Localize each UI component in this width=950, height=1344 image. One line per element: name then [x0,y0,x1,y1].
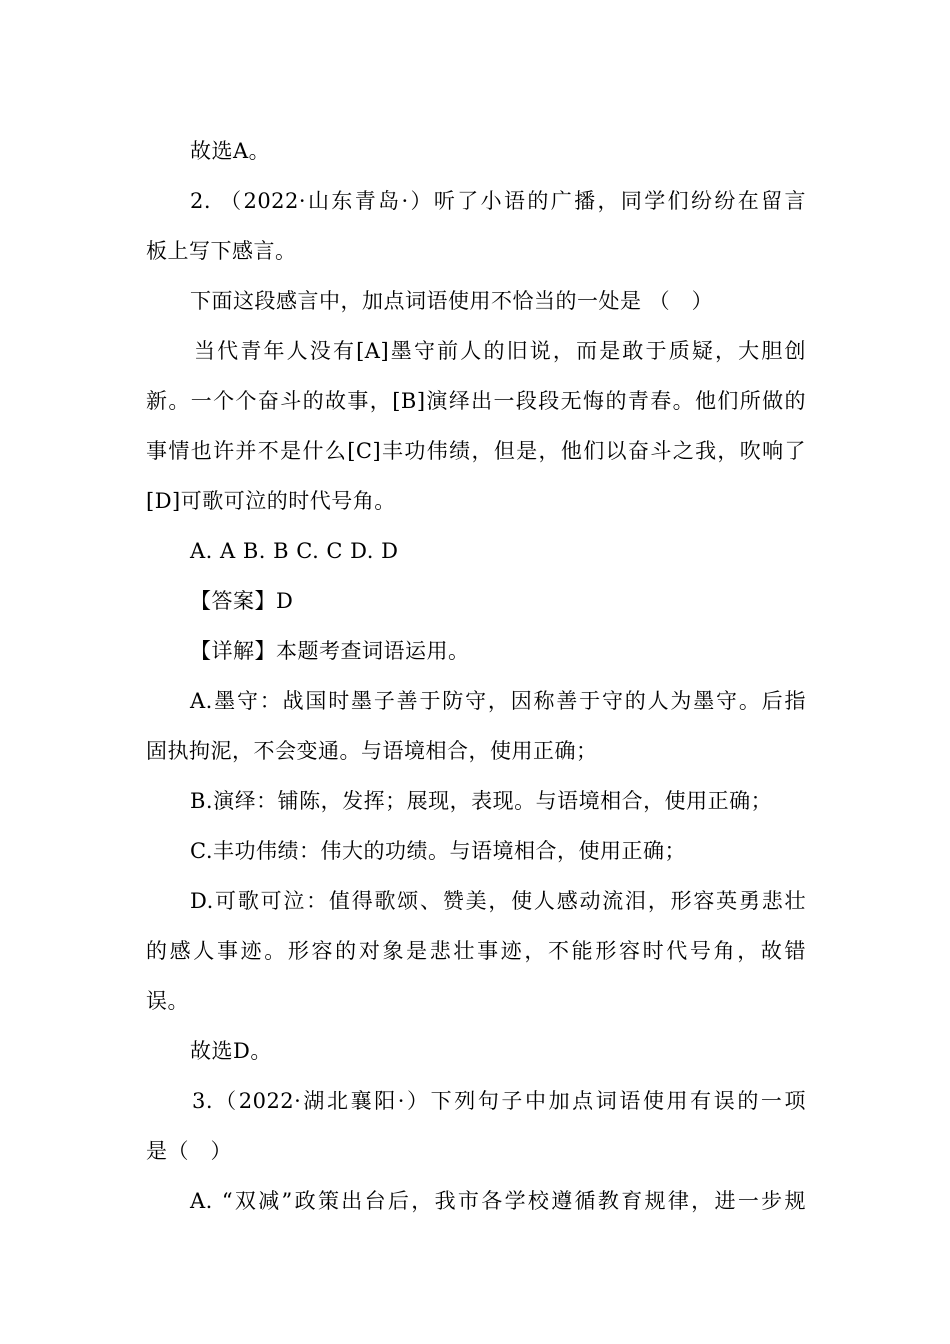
passage-line-4: [D]可歌可泣的时代号角。 [146,489,396,513]
explanation-c: C.丰功伟绩：伟大的功绩。与语境相合，使用正确； [190,839,686,863]
answer-conclusion-q2: 故选D。 [190,1039,272,1063]
question-2-options: A. A B. B C. C D. D [190,539,399,563]
question-3-stem-line-2: 是（ ） [146,1139,232,1163]
answer-conclusion-q1: 故选A。 [190,139,271,163]
answer-label: 【答案】D [190,589,294,613]
explanation-a-line-2: 固执拘泥，不会变通。与语境相合，使用正确； [146,739,598,763]
question-2-stem-line-1: 2. （2022·山东青岛·）听了小语的广播，同学们纷纷在留言 [190,189,806,213]
passage-line-3: 事情也许并不是什么[C]丰功伟绩，但是，他们以奋斗之我，吹响了 [146,439,806,463]
explanation-d-line-1: D.可歌可泣：值得歌颂、赞美，使人感动流泪，形容英勇悲壮 [190,889,806,913]
passage-line-2: 新。一个个奋斗的故事，[B]演绎出一段段无悔的青春。他们所做的 [146,389,806,413]
explanation-d-line-2: 的感人事迹。形容的对象是悲壮事迹，不能形容时代号角，故错 [146,939,806,963]
question-2-prompt: 下面这段感言中，加点词语使用不恰当的一处是 （ ） [190,289,714,313]
explanation-b: B.演绎：铺陈，发挥；展现，表现。与语境相合，使用正确； [190,789,773,813]
question-2-stem-line-2: 板上写下感言。 [146,239,297,263]
explanation-a-line-1: A.墨守：战国时墨子善于防守，因称善于守的人为墨守。后指 [190,689,806,713]
question-3-option-a: A. “双减”政策出台后，我市各学校遵循教育规律，进一步规 [190,1189,806,1213]
passage-line-1: 当代青年人没有[A]墨守前人的旧说，而是敢于质疑，大胆创 [194,339,806,363]
explanation-d-line-3: 误。 [146,989,189,1013]
question-3-stem-line-1: 3.（2022·湖北襄阳·）下列句子中加点词语使用有误的一项 [192,1089,806,1113]
explanation-heading: 【详解】本题考查词语运用。 [190,639,470,663]
